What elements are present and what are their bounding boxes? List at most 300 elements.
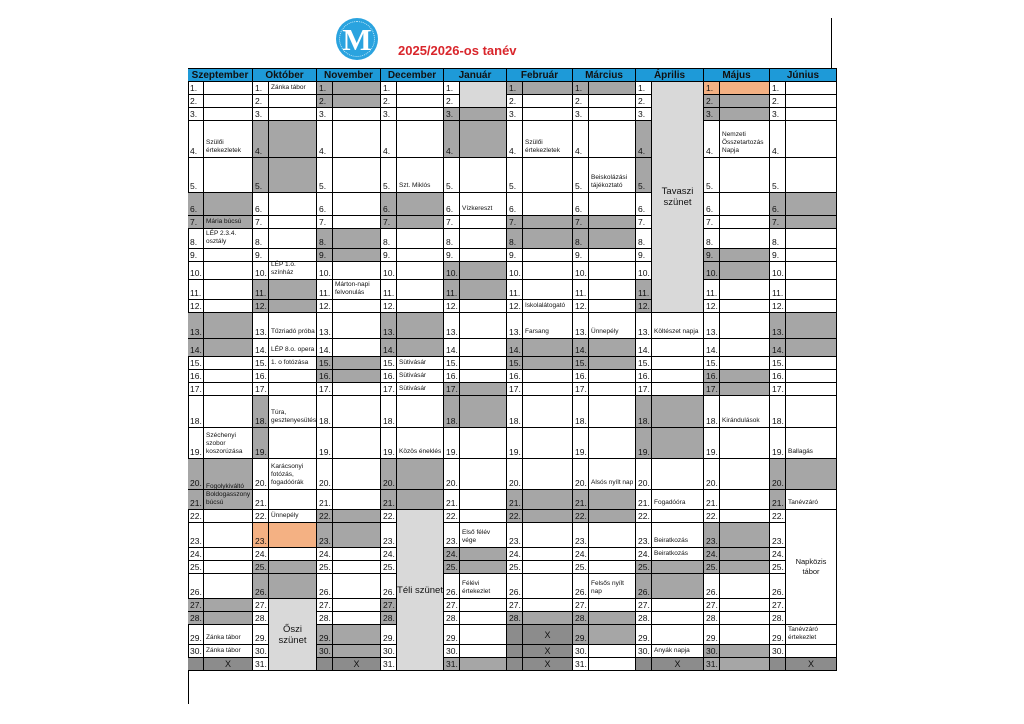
day-cell-feb_21 [523,490,573,510]
day-cell-szep_12 [204,300,253,313]
day-number-okt-4: 4. [253,121,269,158]
day-number-maj-1: 1. [704,82,720,95]
day-number-mar-29: 29. [573,625,589,645]
day-number-feb-19: 19. [507,428,523,459]
day-cell-feb_1 [523,82,573,95]
day-cell-jan_19 [460,428,507,459]
day-cell-szep_11 [204,280,253,300]
day-number-okt-12: 12. [253,300,269,313]
day-cell-feb_3 [523,108,573,121]
day-cell-apr_16 [652,370,704,383]
day-number-jan-23: 23. [444,523,460,548]
day-number-dec-17: 17. [381,383,397,396]
day-cell-okt_3 [269,108,317,121]
day-number-okt-26: 26. [253,574,269,599]
day-cell-jan_12 [460,300,507,313]
day-number-feb-22: 22. [507,510,523,523]
day-number-feb-25: 25. [507,561,523,574]
day-cell-maj_8 [720,229,770,249]
day-number-szep-4: 4. [188,121,204,158]
day-number-jan-25: 25. [444,561,460,574]
day-number-apr-9: 9. [636,249,652,262]
day-number-okt-10: 10. [253,262,269,280]
day-cell-apr_27 [652,599,704,612]
event-okt_1: Zánka tábor [269,82,317,95]
day-number-nov-22: 22. [317,510,333,523]
day-cell-jan_9 [460,249,507,262]
day-cell-maj_17 [720,383,770,396]
day-number-nov-24: 24. [317,548,333,561]
day-number-jan-2: 2. [444,95,460,108]
day-number-maj-6: 6. [704,193,720,216]
day-number-szep-11: 11. [188,280,204,300]
day-number-dec-26: 26. [381,574,397,599]
day-number-dec-3: 3. [381,108,397,121]
day-cell-apr_20 [652,459,704,490]
day-cell-maj_7 [720,216,770,229]
day-number-nov-14: 14. [317,339,333,357]
day-cell-szep_17 [204,383,253,396]
day-number-nov-25: 25. [317,561,333,574]
month-header-okt: Október [253,68,317,82]
day-cell-dec_10 [397,262,444,280]
day-number-apr-29: 29. [636,625,652,645]
day-cell-maj_1 [720,82,770,95]
event-okt_22: Ünnepély [269,510,317,523]
event-apr_24: Beiratkozás [652,548,704,561]
day-number-jan-26: 26. [444,574,460,599]
day-cell-feb_20 [523,459,573,490]
day-cell-feb_6 [523,193,573,216]
day-number-maj-31: 31. [704,658,720,671]
day-cell-maj_14 [720,339,770,357]
day-cell-nov_16 [333,370,381,383]
day-number-nov-2: 2. [317,95,333,108]
day-cell-mar_21 [589,490,636,510]
day-number-mar-24: 24. [573,548,589,561]
day-cell-jun_1 [786,82,837,95]
day-number-mar-22: 22. [573,510,589,523]
x-cell: X [652,658,704,671]
day-cell-mar_25 [589,561,636,574]
day-cell-jan_22 [460,510,507,523]
day-number-jun-11: 11. [770,280,786,300]
day-number-mar-1: 1. [573,82,589,95]
day-cell-okt_12 [269,300,317,313]
day-cell-dec_6 [397,193,444,216]
day-number-szep-19: 19. [188,428,204,459]
school-year-calendar [188,68,837,704]
day-cell-maj_28 [720,612,770,625]
event-jan_6: Vízkereszt [460,193,507,216]
day-number-jan-20: 20. [444,459,460,490]
day-number-apr-25: 25. [636,561,652,574]
day-cell-nov_21 [333,490,381,510]
day-number-jan-10: 10. [444,262,460,280]
day-number-nov-26: 26. [317,574,333,599]
day-cell-maj_6 [720,193,770,216]
day-number-dec-29: 29. [381,625,397,645]
day-number-maj-11: 11. [704,280,720,300]
day-number-mar-27: 27. [573,599,589,612]
day-cell-nov_18 [333,396,381,428]
day-number-dec-7: 7. [381,216,397,229]
day-cell-jan_28 [460,612,507,625]
day-number-szep-22: 22. [188,510,204,523]
day-number-nov-1: 1. [317,82,333,95]
day-number-apr-21: 21. [636,490,652,510]
day-cell-feb_18 [523,396,573,428]
day-number-apr-28: 28. [636,612,652,625]
day-number-jan-27: 27. [444,599,460,612]
day-cell-jun_9 [786,249,837,262]
day-number-szep-2: 2. [188,95,204,108]
day-number-mar-4: 4. [573,121,589,158]
day-number-jan-22: 22. [444,510,460,523]
day-cell-jan_29 [460,625,507,645]
day-cell-apr_18 [652,396,704,428]
day-number-nov-15: 15. [317,357,333,370]
day-number-mar-17: 17. [573,383,589,396]
day-cell-dec_7 [397,216,444,229]
day-number-jun-14: 14. [770,339,786,357]
day-number-mar-12: 12. [573,300,589,313]
day-number-dec-15: 15. [381,357,397,370]
day-number-feb-4: 4. [507,121,523,158]
day-number-okt-16: 16. [253,370,269,383]
day-number-empty [317,658,333,671]
day-cell-feb_17 [523,383,573,396]
day-number-maj-23: 23. [704,523,720,548]
day-number-szep-10: 10. [188,262,204,280]
day-number-dec-22: 22. [381,510,397,523]
day-cell-maj_27 [720,599,770,612]
day-cell-nov_17 [333,383,381,396]
day-cell-okt_19 [269,428,317,459]
day-cell-okt_2 [269,95,317,108]
day-cell-jun_10 [786,262,837,280]
day-cell-feb_10 [523,262,573,280]
day-cell-jan_17 [460,383,507,396]
day-number-maj-5: 5. [704,158,720,193]
day-number-szep-1: 1. [188,82,204,95]
day-cell-jun_15 [786,357,837,370]
day-number-nov-12: 12. [317,300,333,313]
day-number-okt-30: 30. [253,645,269,658]
event-okt_15: 1. o fotózása [269,357,317,370]
day-number-okt-15: 15. [253,357,269,370]
day-cell-apr_28 [652,612,704,625]
day-cell-maj_23 [720,523,770,548]
day-number-okt-3: 3. [253,108,269,121]
day-number-nov-23: 23. [317,523,333,548]
day-cell-feb_14 [523,339,573,357]
day-number-maj-3: 3. [704,108,720,121]
event-apr_30: Anyák napja [652,645,704,658]
day-cell-jun_8 [786,229,837,249]
event-dec_17: Sütivásár [397,383,444,396]
day-cell-okt_11 [269,280,317,300]
day-number-maj-12: 12. [704,300,720,313]
day-number-maj-2: 2. [704,95,720,108]
day-number-mar-21: 21. [573,490,589,510]
day-cell-nov_30 [333,645,381,658]
day-cell-feb_5 [523,158,573,193]
day-number-feb-23: 23. [507,523,523,548]
day-number-maj-14: 14. [704,339,720,357]
day-number-mar-28: 28. [573,612,589,625]
day-number-jun-18: 18. [770,396,786,428]
event-apr_23: Beiratkozás [652,523,704,548]
day-number-nov-7: 7. [317,216,333,229]
day-number-jan-11: 11. [444,280,460,300]
day-cell-szep_15 [204,357,253,370]
day-number-maj-20: 20. [704,459,720,490]
day-number-nov-10: 10. [317,262,333,280]
day-number-nov-28: 28. [317,612,333,625]
day-number-jun-12: 12. [770,300,786,313]
day-number-jun-13: 13. [770,313,786,339]
day-number-dec-10: 10. [381,262,397,280]
month-header-jun: Június [770,68,837,82]
day-cell-feb_25 [523,561,573,574]
event-okt_20: Karácsonyi fotózás, fogadóórák [269,459,317,490]
day-number-maj-27: 27. [704,599,720,612]
day-cell-okt_8 [269,229,317,249]
day-number-feb-5: 5. [507,158,523,193]
day-number-okt-21: 21. [253,490,269,510]
day-number-dec-4: 4. [381,121,397,158]
day-cell-maj_2 [720,95,770,108]
day-number-okt-1: 1. [253,82,269,95]
day-number-dec-14: 14. [381,339,397,357]
day-cell-mar_23 [589,523,636,548]
day-number-jan-14: 14. [444,339,460,357]
day-cell-jun_5 [786,158,837,193]
day-cell-maj_21 [720,490,770,510]
day-number-jun-21: 21. [770,490,786,510]
day-number-mar-15: 15. [573,357,589,370]
day-number-dec-5: 5. [381,158,397,193]
day-cell-okt_7 [269,216,317,229]
day-cell-jan_7 [460,216,507,229]
day-number-dec-24: 24. [381,548,397,561]
day-cell-feb_7 [523,216,573,229]
day-cell-nov_2 [333,95,381,108]
day-number-empty [507,625,523,645]
day-cell-apr_26 [652,574,704,599]
day-cell-dec_14 [397,339,444,357]
day-cell-jan_16 [460,370,507,383]
day-number-okt-25: 25. [253,561,269,574]
day-number-szep-17: 17. [188,383,204,396]
merged-okt_szunet: Őszi szünet [269,599,317,671]
day-number-feb-27: 27. [507,599,523,612]
day-number-empty [188,658,204,671]
day-number-mar-19: 19. [573,428,589,459]
day-number-mar-18: 18. [573,396,589,428]
day-cell-feb_16 [523,370,573,383]
month-header-nov: November [317,68,381,82]
day-cell-szep_2 [204,95,253,108]
day-number-dec-25: 25. [381,561,397,574]
day-cell-jan_13 [460,313,507,339]
event-mar_20: Alsós nyílt nap [589,459,636,490]
day-cell-mar_18 [589,396,636,428]
event-szep_4: Szülői értekezletek [204,121,253,158]
event-feb_13: Farsang [523,313,573,339]
day-cell-dec_9 [397,249,444,262]
day-cell-feb_11 [523,280,573,300]
day-number-dec-18: 18. [381,396,397,428]
day-number-jun-29: 29. [770,625,786,645]
day-number-szep-9: 9. [188,249,204,262]
day-number-apr-4: 4. [636,121,652,158]
day-number-dec-31: 31. [381,658,397,671]
day-number-dec-6: 6. [381,193,397,216]
day-cell-jan_31 [460,658,507,671]
day-cell-mar_12 [589,300,636,313]
day-cell-szep_14 [204,339,253,357]
day-cell-maj_11 [720,280,770,300]
event-szep_19: Széchenyi szobor koszorúzása [204,428,253,459]
day-number-jun-6: 6. [770,193,786,216]
day-cell-jun_12 [786,300,837,313]
month-header-dec: December [381,68,444,82]
day-number-mar-11: 11. [573,280,589,300]
day-number-mar-9: 9. [573,249,589,262]
day-number-feb-15: 15. [507,357,523,370]
day-cell-mar_28 [589,612,636,625]
day-cell-maj_29 [720,625,770,645]
day-number-okt-13: 13. [253,313,269,339]
day-number-nov-5: 5. [317,158,333,193]
day-number-apr-8: 8. [636,229,652,249]
day-cell-apr_19 [652,428,704,459]
day-number-okt-14: 14. [253,339,269,357]
day-cell-nov_8 [333,229,381,249]
day-number-szep-30: 30. [188,645,204,658]
event-jun_19: Ballagás [786,428,837,459]
day-number-okt-19: 19. [253,428,269,459]
day-number-jun-19: 19. [770,428,786,459]
day-cell-jun_18 [786,396,837,428]
day-cell-okt_24 [269,548,317,561]
day-number-feb-17: 17. [507,383,523,396]
day-number-apr-23: 23. [636,523,652,548]
event-szep_7: Mária búcsú [204,216,253,229]
day-cell-mar_11 [589,280,636,300]
logo-letter: M [342,22,372,57]
day-number-maj-10: 10. [704,262,720,280]
day-number-jan-29: 29. [444,625,460,645]
day-number-feb-14: 14. [507,339,523,357]
day-number-jun-15: 15. [770,357,786,370]
day-cell-szep_18 [204,396,253,428]
day-cell-nov_14 [333,339,381,357]
day-cell-mar_31 [589,658,636,671]
day-number-szep-6: 6. [188,193,204,216]
day-cell-okt_17 [269,383,317,396]
day-cell-okt_16 [269,370,317,383]
day-number-szep-26: 26. [188,574,204,599]
day-cell-maj_13 [720,313,770,339]
event-szep_21: Fogolykiváltó Boldogasszony búcsú [204,490,253,510]
merged-block [460,82,507,108]
day-cell-mar_8 [589,229,636,249]
day-number-feb-20: 20. [507,459,523,490]
event-szep_30: Zánka tábor [204,645,253,658]
day-number-jun-16: 16. [770,370,786,383]
day-number-jun-20: 20. [770,459,786,490]
day-number-jan-3: 3. [444,108,460,121]
day-number-nov-18: 18. [317,396,333,428]
day-cell-dec_18 [397,396,444,428]
day-number-jan-1: 1. [444,82,460,95]
month-header-apr: Április [636,68,704,82]
day-cell-mar_10 [589,262,636,280]
event-okt_18: Túra, gesztenyesütés [269,396,317,428]
day-number-jun-27: 27. [770,599,786,612]
day-number-mar-25: 25. [573,561,589,574]
day-number-feb-9: 9. [507,249,523,262]
day-cell-maj_19 [720,428,770,459]
day-cell-jun_11 [786,280,837,300]
event-mar_26: Felsős nyílt nap [589,574,636,599]
event-apr_13: Költészet napja [652,313,704,339]
x-cell: X [523,625,573,645]
day-number-apr-17: 17. [636,383,652,396]
day-number-jun-23: 23. [770,523,786,548]
day-number-jan-30: 30. [444,645,460,658]
event-feb_12: Iskolalátogató [523,300,573,313]
day-cell-nov_3 [333,108,381,121]
day-cell-dec_12 [397,300,444,313]
day-cell-jun_2 [786,95,837,108]
day-cell-feb_27 [523,599,573,612]
day-number-apr-18: 18. [636,396,652,428]
day-cell-nov_12 [333,300,381,313]
day-number-jan-5: 5. [444,158,460,193]
day-number-maj-22: 22. [704,510,720,523]
day-number-nov-13: 13. [317,313,333,339]
day-number-jun-8: 8. [770,229,786,249]
school-logo [336,18,378,60]
day-number-jun-4: 4. [770,121,786,158]
day-cell-okt_6 [269,193,317,216]
day-cell-jun_17 [786,383,837,396]
day-number-szep-3: 3. [188,108,204,121]
day-number-feb-10: 10. [507,262,523,280]
day-number-dec-11: 11. [381,280,397,300]
day-cell-feb_9 [523,249,573,262]
day-number-mar-6: 6. [573,193,589,216]
day-cell-szep_28 [204,612,253,625]
day-number-nov-9: 9. [317,249,333,262]
day-cell-szep_3 [204,108,253,121]
day-number-maj-18: 18. [704,396,720,428]
day-number-jun-25: 25. [770,561,786,574]
day-number-jun-5: 5. [770,158,786,193]
day-cell-okt_5 [269,158,317,193]
day-number-nov-4: 4. [317,121,333,158]
day-cell-dec_1 [397,82,444,95]
day-cell-okt_23 [269,523,317,548]
x-cell: X [523,658,573,671]
merged-jun_tabor: Napközis tábor [786,510,837,625]
day-number-nov-17: 17. [317,383,333,396]
day-number-feb-24: 24. [507,548,523,561]
